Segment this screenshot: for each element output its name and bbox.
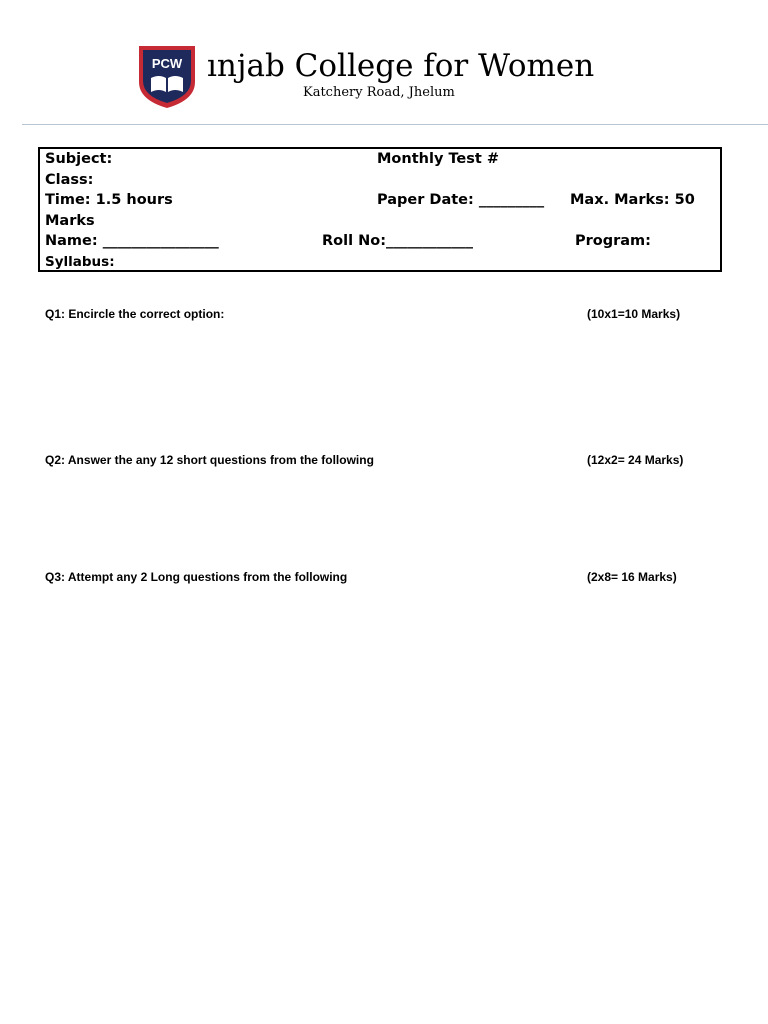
question-1-marks: (10x1=10 Marks) xyxy=(587,307,681,321)
college-name: ınjab College for Women xyxy=(207,48,595,84)
monthly-test-field: Monthly Test # xyxy=(377,151,499,167)
question-1-text: Q1: Encircle the correct option: xyxy=(45,307,225,321)
roll-no-field: Roll No:____________ xyxy=(322,233,474,249)
max-marks-field: Max. Marks: 50 xyxy=(570,192,695,208)
subject-field: Subject: xyxy=(45,151,113,167)
question-3-marks: (2x8= 16 Marks) xyxy=(587,570,677,584)
logo-text: PCW xyxy=(151,56,183,71)
program-field: Program: xyxy=(575,233,651,249)
question-3-text: Q3: Attempt any 2 Long questions from the following xyxy=(45,570,348,584)
time-field: Time: 1.5 hours xyxy=(45,192,173,208)
header-divider xyxy=(22,124,768,125)
college-address: Katchery Road, Jhelum xyxy=(303,85,455,100)
syllabus-field: Syllabus: xyxy=(45,254,115,270)
college-crest-logo xyxy=(137,44,197,110)
paper-date-field: Paper Date: _________ xyxy=(377,192,545,208)
question-2-text: Q2: Answer the any 12 short questions from the following xyxy=(45,453,374,467)
question-2-marks: (12x2= 24 Marks) xyxy=(587,453,684,467)
marks-word: Marks xyxy=(45,213,95,229)
name-field: Name: ________________ xyxy=(45,233,219,249)
class-field: Class: xyxy=(45,172,94,188)
